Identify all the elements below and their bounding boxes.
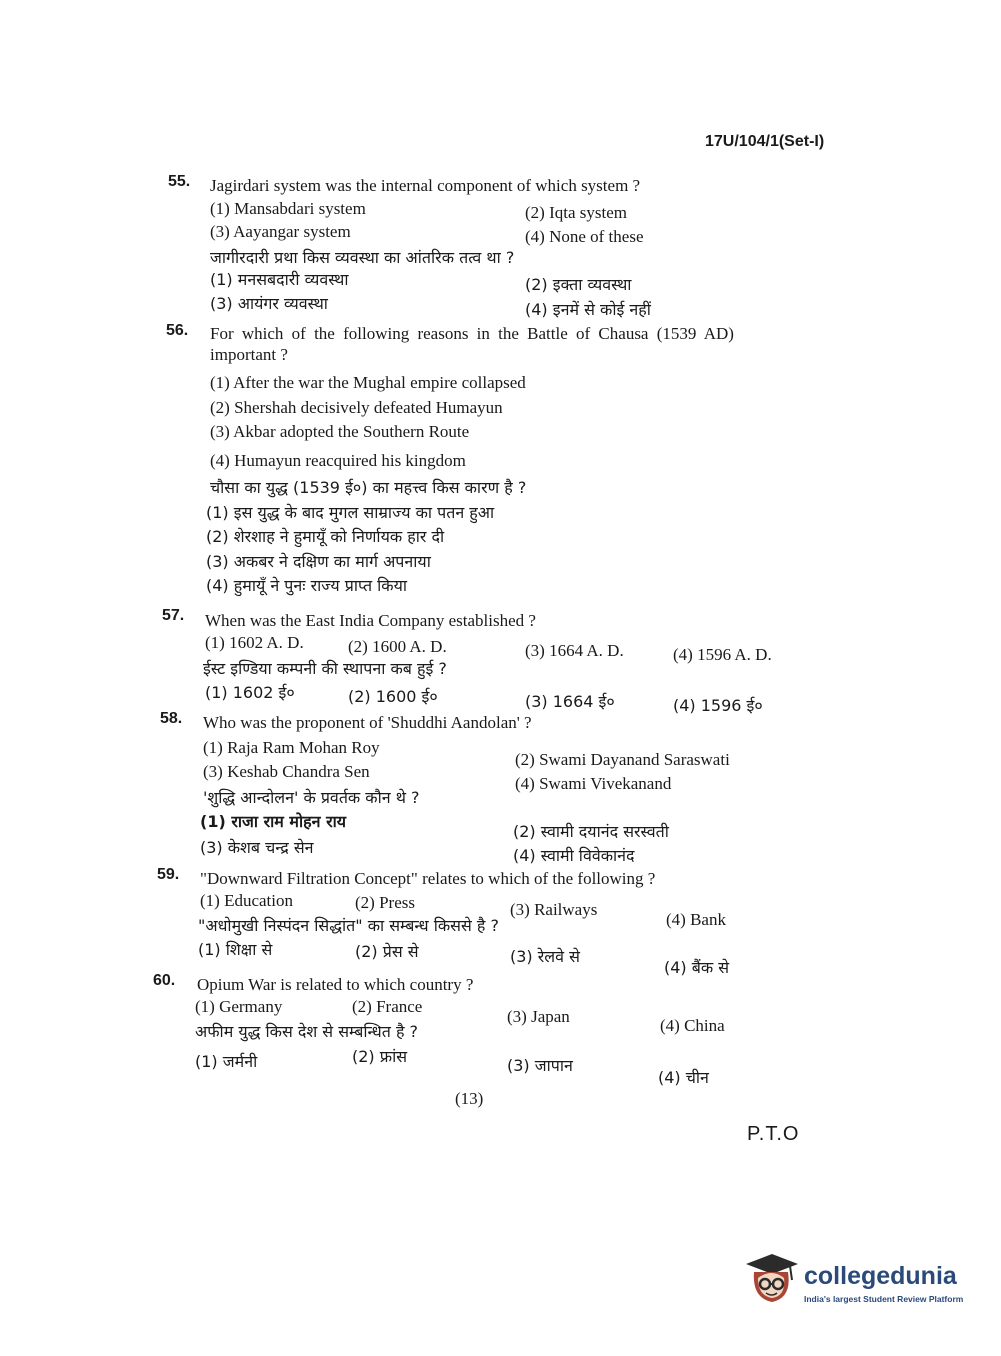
page-number: (13) [455,1089,484,1108]
option-1-hi: (1) शिक्षा से [198,940,273,959]
option-3-en: (3) Aayangar system [210,222,351,241]
question-number: 55. [168,173,191,190]
question-text-en: For which of the following reasons in the Battle of Chausa (1539 AD) [210,324,734,343]
question-number: 57. [162,607,185,624]
question-number: 59. [157,866,180,883]
option-4-en: (4) Humayun reacquired his kingdom [210,451,466,470]
option-2-en: (2) Shershah decisively defeated Humayun [210,398,503,417]
option-2-hi: (2) इक्ता व्यवस्था [525,275,632,294]
question-number: 58. [160,710,183,727]
option-4-hi: (4) स्वामी विवेकानंद [513,846,635,865]
option-1-hi: (1) इस युद्ध के बाद मुगल साम्राज्य का पतन हुआ [206,503,495,522]
option-3-hi: (3) आयंगर व्यवस्था [210,294,328,313]
option-4-hi: (4) बैंक से [664,958,730,977]
question-text-en-cont: important ? [210,345,288,364]
option-1-hi: (1) मनसबदारी व्यवस्था [210,270,349,289]
option-4-hi: (4) हुमायूँ ने पुनः राज्य प्राप्त किया [206,576,408,595]
logo-name: collegedunia [804,1262,957,1290]
option-4-hi: (4) चीन [658,1068,709,1087]
question-text-hi: अफीम युद्ध किस देश से सम्बन्धित है ? [195,1022,419,1041]
option-2-en: (2) France [352,997,423,1016]
question-text-hi: चौसा का युद्ध (1539 ई०) का महत्त्व किस कारण है ? [210,478,527,497]
option-1-hi: (1) 1602 ई० [205,683,295,702]
mascot-icon [742,1250,800,1308]
option-3-hi: (3) जापान [507,1056,573,1075]
option-4-en: (4) China [660,1016,725,1035]
option-3-en: (3) Keshab Chandra Sen [203,762,370,781]
option-1-en: (1) Education [200,891,293,910]
option-1-hi: (1) जर्मनी [195,1052,258,1071]
option-4-en: (4) Bank [666,910,726,929]
question-number: 60. [153,972,176,989]
option-1-hi: (1) राजा राम मोहन राय [200,812,347,831]
option-2-en: (2) Iqta system [525,203,627,222]
option-1-en: (1) Mansabdari system [210,199,366,218]
option-2-hi: (2) फ्रांस [352,1047,408,1066]
question-text-en: Jagirdari system was the internal component of which system ? [210,176,641,195]
question-text-en: When was the East India Company established ? [205,611,536,630]
question-text-en: "Downward Filtration Concept" relates to which of the following ? [200,869,656,888]
option-1-en: (1) Raja Ram Mohan Roy [203,738,380,757]
option-3-en: (3) Japan [507,1007,570,1026]
logo-tagline: India's largest Student Review Platform [804,1294,964,1304]
option-4-en: (4) 1596 A. D. [673,645,772,664]
paper-code: 17U/104/1(Set-I) [705,133,825,150]
question-number: 56. [166,322,189,339]
option-2-hi: (2) 1600 ई० [348,687,438,706]
question-text-hi: जागीरदारी प्रथा किस व्यवस्था का आंतरिक तत्व था ? [210,248,515,267]
option-2-en: (2) Swami Dayanand Saraswati [515,750,730,769]
option-3-hi: (3) 1664 ई० [525,692,615,711]
option-1-en: (1) Germany [195,997,283,1016]
option-3-hi: (3) रेलवे से [510,947,580,966]
option-4-hi: (4) 1596 ई० [673,696,763,715]
option-3-en: (3) 1664 A. D. [525,641,624,660]
option-3-hi: (3) केशब चन्द्र सेन [200,838,314,857]
question-text-en: Who was the proponent of 'Shuddhi Aandolan' ? [203,713,532,732]
option-4-en: (4) Swami Vivekanand [515,774,672,793]
question-text-en: Opium War is related to which country ? [197,975,474,994]
question-text-hi: 'शुद्धि आन्दोलन' के प्रवर्तक कौन थे ? [203,788,420,807]
option-2-hi: (2) प्रेस से [355,942,419,961]
pto-note: P.T.O [747,1123,800,1145]
option-1-en: (1) After the war the Mughal empire collapsed [210,373,526,392]
option-2-en: (2) Press [355,893,415,912]
option-2-hi: (2) शेरशाह ने हुमायूँ को निर्णायक हार दी [206,527,445,546]
question-text-hi: ईस्ट इण्डिया कम्पनी की स्थापना कब हुई ? [203,659,447,678]
option-3-en: (3) Railways [510,900,598,919]
option-4-en: (4) None of these [525,227,644,246]
option-2-hi: (2) स्वामी दयानंद सरस्वती [513,822,669,841]
question-text-hi: "अधोमुखी निस्पंदन सिद्धांत" का सम्बन्ध किससे है ? [198,916,499,935]
collegedunia-logo [742,1250,972,1310]
option-4-hi: (4) इनमें से कोई नहीं [525,300,651,319]
option-2-en: (2) 1600 A. D. [348,637,447,656]
option-3-en: (3) Akbar adopted the Southern Route [210,422,470,441]
option-1-en: (1) 1602 A. D. [205,633,304,652]
option-3-hi: (3) अकबर ने दक्षिण का मार्ग अपनाया [206,552,431,571]
